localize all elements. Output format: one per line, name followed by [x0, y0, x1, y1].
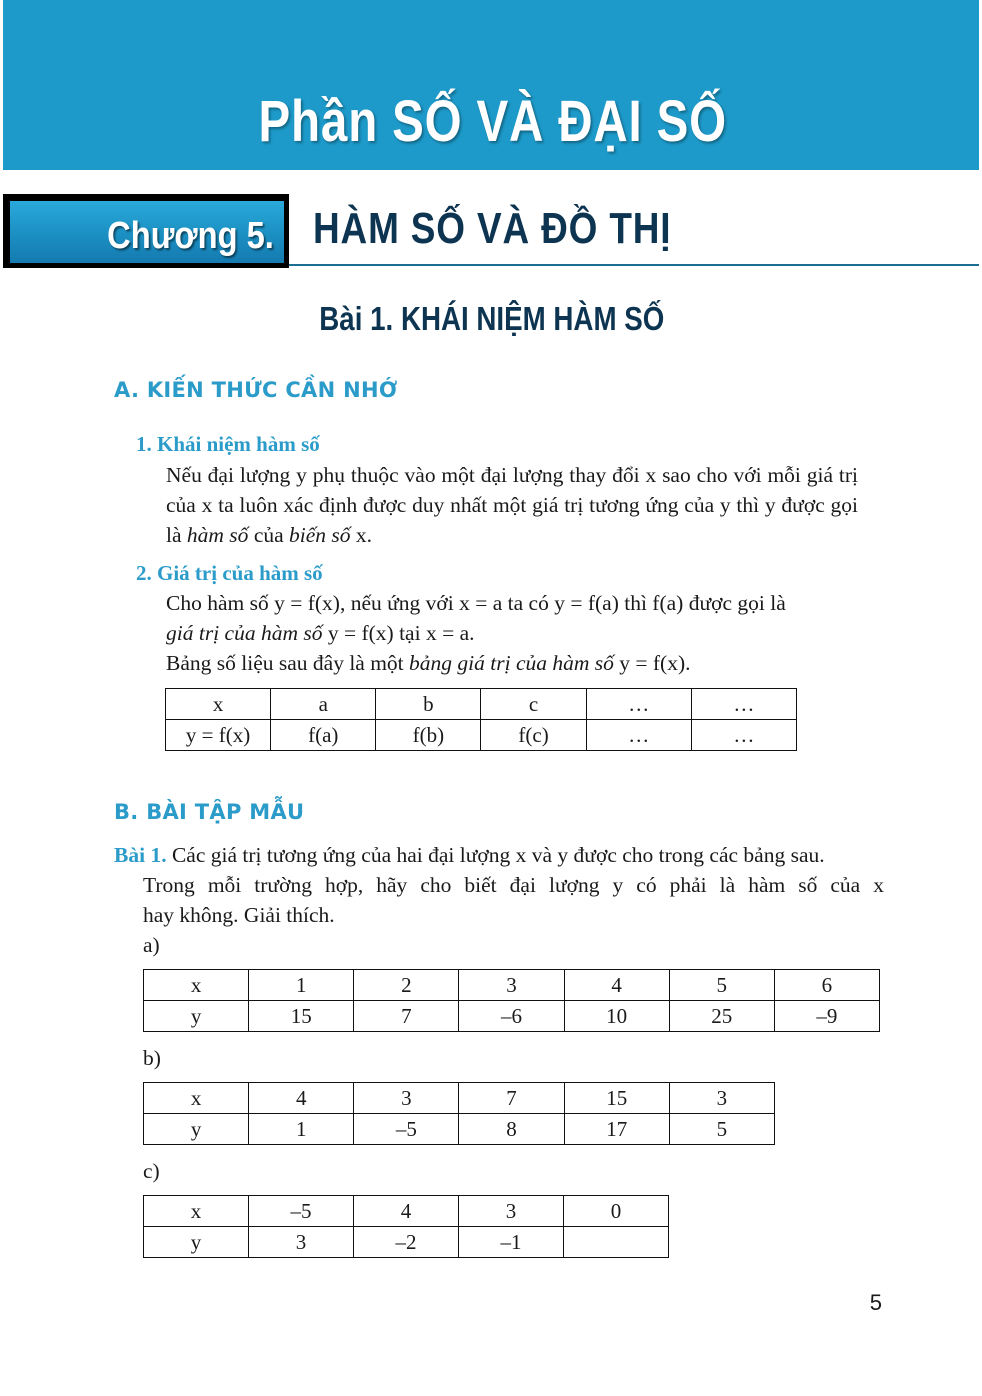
table-cell: 3	[669, 1083, 774, 1114]
table-cell: …	[691, 720, 796, 751]
table-cell: 17	[564, 1114, 669, 1145]
table-cell: f(b)	[376, 720, 481, 751]
item2-line-2	[166, 618, 866, 648]
section-a-heading: A. KIẾN THỨC CẦN NHỚ	[114, 378, 398, 402]
table-part-a	[143, 969, 880, 1032]
table-row	[144, 1083, 775, 1114]
table-cell: 3	[459, 970, 564, 1001]
table-row	[144, 1227, 669, 1258]
table-cell: 3	[354, 1083, 459, 1114]
item2-em-table: bảng giá trị của hàm số	[409, 651, 614, 675]
table-cell: 6	[774, 970, 879, 1001]
table-cell: y = f(x)	[166, 720, 271, 751]
table-cell: x	[144, 1083, 249, 1114]
table-cell: 15	[564, 1083, 669, 1114]
table-row	[166, 689, 797, 720]
item2-paragraph	[166, 588, 866, 678]
table-cell: 0	[564, 1196, 669, 1227]
table-cell: f(c)	[481, 720, 586, 751]
table-cell: x	[166, 689, 271, 720]
item1-paragraph	[166, 460, 858, 550]
part-b-label: b)	[143, 1046, 161, 1070]
table-cell: –2	[354, 1227, 459, 1258]
exercise1-label: Bài 1.	[114, 843, 167, 867]
item2-line-3	[166, 648, 866, 678]
exercise1-text-1: Các giá trị tương ứng của hai đại lượng x và y được cho trong các bảng sau.	[166, 843, 825, 867]
chapter-header	[3, 194, 979, 268]
table-cell: –5	[354, 1114, 459, 1145]
table-cell: 4	[564, 970, 669, 1001]
table-cell: y	[144, 1114, 249, 1145]
chapter-label-fill	[10, 201, 284, 263]
section-b-heading: B. BÀI TẬP MẪU	[114, 800, 305, 824]
table-cell: y	[144, 1001, 249, 1032]
item2-line-3-pre: Bảng số liệu sau đây là một	[166, 651, 410, 675]
table-cell: 8	[459, 1114, 564, 1145]
table-cell: 1	[249, 1114, 354, 1145]
table-cell: 5	[669, 1114, 774, 1145]
table-cell: 3	[459, 1196, 564, 1227]
chapter-label: Chương 5.	[107, 215, 274, 257]
exercise1-line-1	[114, 840, 884, 870]
item1-em-ham-so: hàm số	[186, 523, 249, 547]
exercise1-line-2: Trong mỗi trường hợp, hãy cho biết đại lượng y có phải là hàm số của x	[143, 873, 884, 897]
part-banner	[3, 0, 979, 170]
table-cell: 10	[564, 1001, 669, 1032]
table-cell: –6	[459, 1001, 564, 1032]
table-cell: b	[376, 689, 481, 720]
item1-text-1: Nếu đại lượng y phụ thuộc vào một đại lượng thay đổi x sao cho với mỗi giá trị của x ta luôn xác định được duy nhất một giá trị tương ứng của y thì y được gọi là	[166, 463, 858, 547]
table-cell: 3	[249, 1227, 354, 1258]
table-cell: 5	[669, 970, 774, 1001]
item2-line-1: Cho hàm số y = f(x), nếu ứng với x = a ta có y = f(a) thì f(a) được gọi là	[166, 591, 786, 615]
part-a-label: a)	[143, 933, 160, 957]
item2-heading: 2. Giá trị của hàm số	[136, 561, 323, 585]
item2-line-2-rest: y = f(x) tại x = a.	[322, 621, 475, 645]
chapter-title: HÀM SỐ VÀ ĐỒ THỊ	[313, 204, 672, 253]
page-number: 5	[869, 1290, 882, 1315]
table-cell: x	[144, 970, 249, 1001]
table-cell: 7	[459, 1083, 564, 1114]
chapter-label-box	[3, 194, 289, 268]
table-cell: …	[586, 689, 691, 720]
exercise1-line-3: hay không. Giải thích.	[143, 903, 335, 927]
lesson-title: Bài 1. KHÁI NIỆM HÀM SỐ	[319, 300, 665, 337]
table-cell: 7	[354, 1001, 459, 1032]
item1-text-3: x.	[350, 523, 373, 547]
table-cell: y	[144, 1227, 249, 1258]
value-table-general	[165, 688, 797, 751]
table-cell: 4	[354, 1196, 459, 1227]
part-c-label: c)	[143, 1159, 160, 1183]
item1-heading: 1. Khái niệm hàm số	[136, 432, 320, 456]
table-row	[144, 1196, 669, 1227]
table-cell: a	[271, 689, 376, 720]
part-title: Phần SỐ VÀ ĐẠI SỐ	[258, 89, 727, 154]
chapter-underline	[289, 264, 979, 266]
table-row	[166, 720, 797, 751]
table-cell: –9	[774, 1001, 879, 1032]
table-part-c	[143, 1195, 669, 1258]
table-cell: c	[481, 689, 586, 720]
table-row	[144, 1001, 880, 1032]
table-cell: f(a)	[271, 720, 376, 751]
table-cell: 1	[249, 970, 354, 1001]
exercise1-paragraph	[114, 840, 884, 930]
table-cell: –1	[459, 1227, 564, 1258]
table-cell: 4	[249, 1083, 354, 1114]
item2-em-value: giá trị của hàm số	[166, 621, 323, 645]
item1-em-bien-so: biến số	[289, 523, 351, 547]
table-cell: 25	[669, 1001, 774, 1032]
table-cell: 15	[249, 1001, 354, 1032]
table-cell: …	[691, 689, 796, 720]
item2-line-3-post: y = f(x).	[613, 651, 691, 675]
table-cell	[564, 1227, 669, 1258]
item1-text-2: của	[248, 523, 290, 547]
table-cell: –5	[249, 1196, 354, 1227]
table-row	[144, 1114, 775, 1145]
table-part-b	[143, 1082, 775, 1145]
table-row	[144, 970, 880, 1001]
table-cell: x	[144, 1196, 249, 1227]
table-cell: 2	[354, 970, 459, 1001]
table-cell: …	[586, 720, 691, 751]
